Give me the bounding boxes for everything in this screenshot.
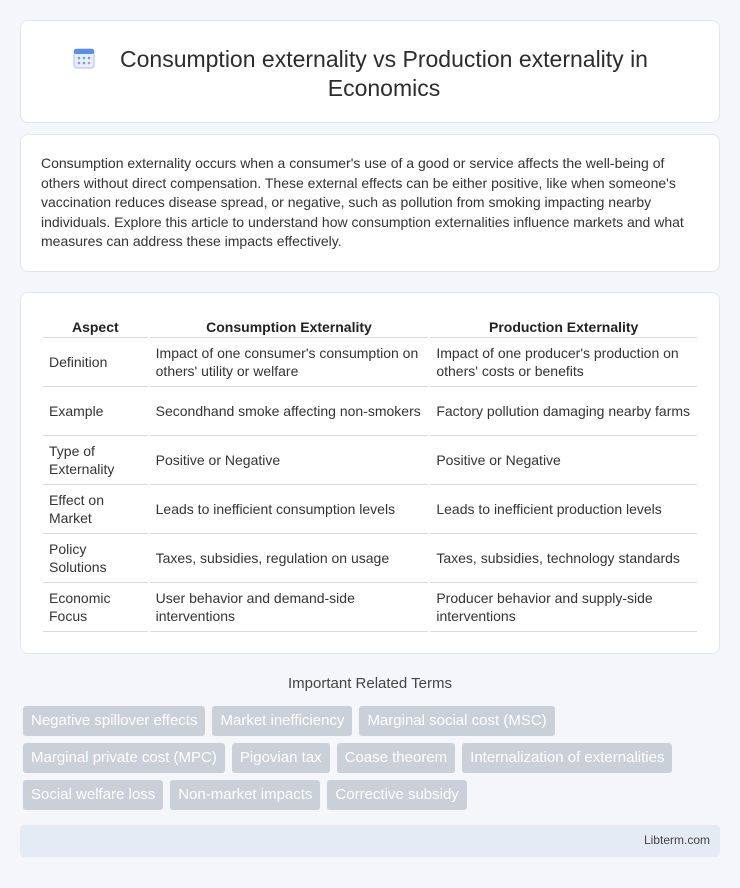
header-aspect: Aspect [43, 314, 148, 338]
row-production: Impact of one producer's production on others' costs or benefits [430, 338, 697, 387]
row-production: Factory pollution damaging nearby farms [430, 387, 697, 436]
related-term-tag[interactable]: Marginal social cost (MSC) [359, 706, 554, 736]
row-consumption: User behavior and demand-side interventions [150, 583, 429, 632]
table-row [43, 436, 697, 485]
row-aspect: Economic Focus [43, 583, 148, 632]
table-row [43, 485, 697, 534]
related-term-tag[interactable]: Negative spillover effects [23, 706, 205, 736]
row-production: Positive or Negative [430, 436, 697, 485]
row-production: Producer behavior and supply-side interventions [430, 583, 697, 632]
related-term-tag[interactable]: Marginal private cost (MPC) [23, 743, 225, 773]
row-aspect: Example [43, 387, 148, 436]
row-consumption: Positive or Negative [150, 436, 429, 485]
related-term-tag[interactable]: Social welfare loss [23, 780, 163, 810]
related-term-tag[interactable]: Pigovian tax [232, 743, 330, 773]
row-consumption: Taxes, subsidies, regulation on usage [150, 534, 429, 583]
intro-paragraph: Consumption externality occurs when a consumer's use of a good or service affects the well-being of others without direct compensation. These external effects can be either positive, like when someone's vaccination reduces disease spread, or negative, such as pollution from smoking impacting nearby individuals. Explore this article to understand how consumption externalities influence markets and what measures can address these impacts effectively. [41, 155, 684, 249]
table-header-row [43, 314, 697, 338]
footer-site-link[interactable]: Libterm.com [643, 833, 710, 847]
related-term-tag[interactable]: Internalization of externalities [462, 743, 672, 773]
related-term-tag[interactable]: Corrective subsidy [327, 780, 466, 810]
table-row [43, 534, 697, 583]
table-row [43, 387, 697, 436]
row-aspect: Type of Externality [43, 436, 148, 485]
table-row [43, 338, 697, 387]
row-aspect: Effect on Market [43, 485, 148, 534]
row-production: Taxes, subsidies, technology standards [430, 534, 697, 583]
related-terms-list [23, 706, 723, 810]
comparison-card [20, 292, 720, 654]
footer [20, 825, 720, 857]
row-consumption: Secondhand smoke affecting non-smokers [150, 387, 429, 436]
table-row [43, 583, 697, 632]
title-card [20, 20, 720, 123]
comparison-table [41, 314, 699, 632]
row-aspect: Definition [43, 338, 148, 387]
related-term-tag[interactable]: Coase theorem [337, 743, 456, 773]
header-production: Production Externality [430, 314, 697, 338]
related-terms-heading: Important Related Terms [288, 675, 452, 692]
related-term-tag[interactable]: Market inefficiency [212, 706, 352, 736]
intro-card [20, 134, 720, 272]
row-consumption: Leads to inefficient consumption levels [150, 485, 429, 534]
row-aspect: Policy Solutions [43, 534, 148, 583]
row-consumption: Impact of one consumer's consumption on others' utility or welfare [150, 338, 429, 387]
related-term-tag[interactable]: Non-market impacts [170, 780, 320, 810]
page-title: Consumption externality vs Production externality in Economics [120, 46, 648, 101]
header-consumption: Consumption Externality [150, 314, 429, 338]
row-production: Leads to inefficient production levels [430, 485, 697, 534]
